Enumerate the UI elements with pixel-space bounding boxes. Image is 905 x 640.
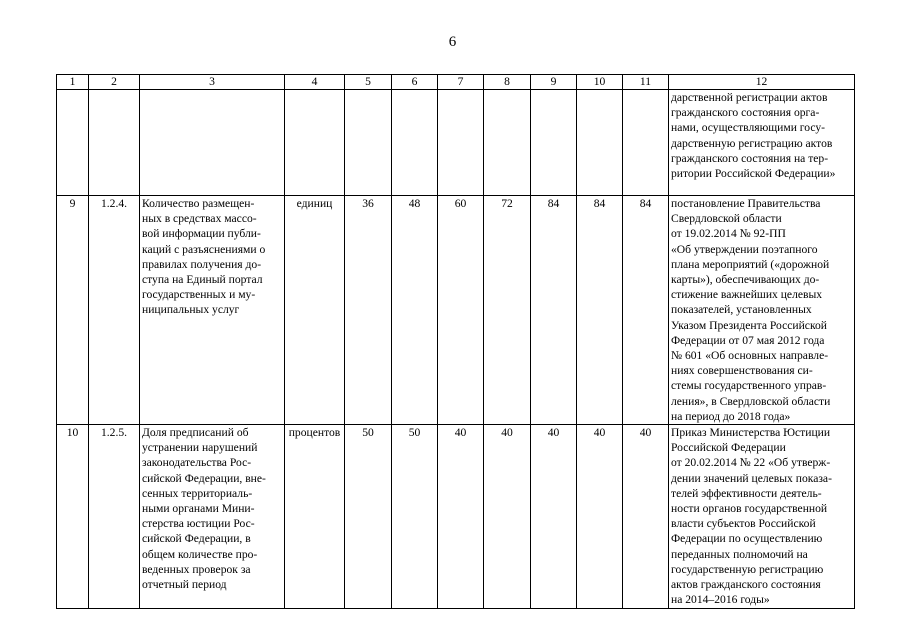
row-number-cell — [57, 90, 89, 196]
text-line: на 2014–2016 годы» — [671, 593, 770, 607]
text-line: стемы государственного управ- — [671, 379, 827, 393]
indicator-name-cell — [140, 196, 285, 425]
text-line: стерства юстиции Рос- — [142, 517, 255, 531]
value-cell: 72 — [484, 196, 531, 425]
row-number-cell: 10 — [57, 425, 89, 609]
item-code-cell: 1.2.4. — [89, 196, 140, 425]
text-line: на период до 2018 года» — [671, 409, 791, 423]
text-line: телей эффективности деятель- — [671, 486, 822, 500]
header-cell: 10 — [577, 75, 623, 90]
table-row — [57, 425, 855, 609]
table-row — [57, 196, 855, 425]
indicators-table — [56, 74, 855, 609]
text-line: Федерации по осуществлению — [671, 532, 823, 546]
text-line: Федерации от 07 мая 2012 года — [671, 333, 825, 347]
text-line: Доля предписаний об — [142, 426, 249, 440]
column-number-row — [57, 75, 855, 90]
text-line: нами, осуществляющими госу- — [671, 121, 826, 135]
text-line: от 19.02.2014 № 92-ПП — [671, 227, 786, 241]
indicator-name-cell — [140, 425, 285, 609]
text-line: власти субъектов Российской — [671, 517, 816, 531]
header-cell: 4 — [285, 75, 345, 90]
value-cell: 40 — [577, 425, 623, 609]
text-line: государственных и му- — [142, 288, 256, 302]
text-line: Количество размещен- — [142, 197, 255, 210]
text-line: актов гражданского состояния — [671, 578, 821, 592]
text-line: правилах получения до- — [142, 257, 262, 271]
text-line: веденных проверок за — [142, 562, 251, 576]
text-line: от 20.02.2014 № 22 «Об утверж- — [671, 456, 831, 470]
unit-cell: процентов — [285, 425, 345, 609]
value-cell: 40 — [623, 425, 669, 609]
text-line: сийской Федерации, в — [142, 532, 251, 546]
item-code-cell: 1.2.5. — [89, 425, 140, 609]
text-line: переданных полномочий на — [671, 547, 808, 561]
header-cell: 12 — [669, 75, 855, 90]
text-line: ниях совершенствования си- — [671, 364, 813, 378]
value-cell: 40 — [438, 425, 484, 609]
text-line: ритории Российской Федерации» — [671, 167, 836, 181]
text-line: дарственную регистрацию актов — [671, 136, 833, 150]
text-line: гражданского состояния на тер- — [671, 151, 829, 165]
value-cell — [531, 90, 577, 196]
unit-cell: единиц — [285, 196, 345, 425]
text-line: «Об утверждении поэтапного — [671, 242, 818, 256]
header-cell: 2 — [89, 75, 140, 90]
unit-cell — [285, 90, 345, 196]
header-cell: 8 — [484, 75, 531, 90]
text-line: Свердловской области — [671, 212, 782, 226]
text-line: отчетный период — [142, 578, 227, 592]
value-cell — [623, 90, 669, 196]
text-line: стижение важнейших целевых — [671, 288, 823, 302]
value-cell — [345, 90, 392, 196]
text-line: Приказ Министерства Юстиции — [671, 426, 831, 440]
text-line: Российской Федерации — [671, 441, 786, 455]
legal-basis-cell — [669, 425, 855, 609]
text-line: устранении нарушений — [142, 441, 258, 455]
text-line: постановление Правительства — [671, 197, 821, 210]
text-line: общем количестве про- — [142, 547, 258, 561]
text-line: вой информации публи- — [142, 227, 261, 241]
value-cell: 84 — [623, 196, 669, 425]
item-code-cell — [89, 90, 140, 196]
value-cell: 50 — [392, 425, 438, 609]
value-cell: 36 — [345, 196, 392, 425]
text-line: ными органами Мини- — [142, 502, 255, 516]
table-row — [57, 90, 855, 196]
text-line: сенных территориаль- — [142, 486, 253, 500]
header-cell: 1 — [57, 75, 89, 90]
legal-basis-cell — [669, 196, 855, 425]
text-line: ных в средствах массо- — [142, 212, 257, 226]
value-cell — [438, 90, 484, 196]
text-line: гражданского состояния орга- — [671, 106, 820, 120]
text-line: ности органов государственной — [671, 502, 828, 516]
text-line: ступа на Единый портал — [142, 273, 263, 287]
value-cell: 50 — [345, 425, 392, 609]
text-line: ления», в Свердловской области — [671, 394, 831, 408]
text-line: карты»), обеспечивающих до- — [671, 273, 820, 287]
header-cell: 6 — [392, 75, 438, 90]
text-line: № 601 «Об основных направле- — [671, 349, 829, 363]
text-line: каций с разъяснениями о — [142, 242, 266, 256]
text-line: дарственной регистрации актов — [671, 91, 828, 104]
header-cell: 7 — [438, 75, 484, 90]
value-cell — [392, 90, 438, 196]
text-line: сийской Федерации, вне- — [142, 471, 266, 485]
header-cell: 3 — [140, 75, 285, 90]
value-cell: 84 — [531, 196, 577, 425]
text-line: государственную регистрацию — [671, 562, 824, 576]
header-cell: 11 — [623, 75, 669, 90]
value-cell: 84 — [577, 196, 623, 425]
row-number-cell: 9 — [57, 196, 89, 425]
text-line: плана мероприятий («дорожной — [671, 257, 830, 271]
text-line: Указом Президента Российской — [671, 318, 827, 332]
value-cell: 48 — [392, 196, 438, 425]
value-cell — [577, 90, 623, 196]
header-cell: 5 — [345, 75, 392, 90]
text-line: дении значений целевых показа- — [671, 471, 832, 485]
text-line: ниципальных услуг — [142, 303, 240, 317]
value-cell — [484, 90, 531, 196]
header-cell: 9 — [531, 75, 577, 90]
legal-basis-cell — [669, 90, 855, 196]
text-line: законодательства Рос- — [142, 456, 252, 470]
indicator-name-cell — [140, 90, 285, 196]
text-line: показателей, установленных — [671, 303, 812, 317]
value-cell: 40 — [531, 425, 577, 609]
page-number: 6 — [448, 34, 457, 50]
value-cell: 60 — [438, 196, 484, 425]
value-cell: 40 — [484, 425, 531, 609]
